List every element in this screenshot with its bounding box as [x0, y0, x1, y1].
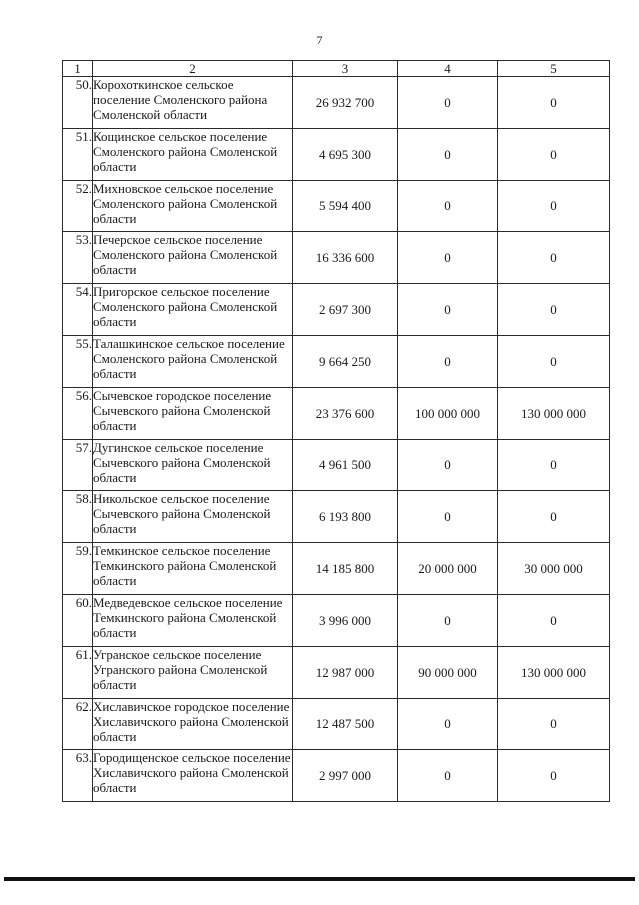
column-4-value-cell: 20 000 000 — [398, 543, 498, 595]
table-row — [63, 77, 610, 129]
table-row — [63, 594, 610, 646]
header-row — [63, 61, 610, 77]
settlement-name-cell: Печерское сельское поселение Смоленского района Смоленской области — [93, 232, 293, 284]
settlement-name-cell: Сычевское городское поселение Сычевского района Смоленской области — [93, 387, 293, 439]
column-5-value-cell: 0 — [498, 439, 610, 491]
table-row — [63, 750, 610, 802]
table-row — [63, 387, 610, 439]
table-header — [63, 61, 610, 77]
settlement-name-cell: Городищенское сельское поселение Хиславичского района Смоленской области — [93, 750, 293, 802]
row-number-cell: 57. — [63, 439, 93, 491]
table-row — [63, 491, 610, 543]
column-5-value-cell: 130 000 000 — [498, 387, 610, 439]
row-number-cell: 55. — [63, 335, 93, 387]
column-5-value-cell: 0 — [498, 491, 610, 543]
table-row — [63, 698, 610, 750]
column-5-value-cell: 30 000 000 — [498, 543, 610, 595]
column-5-value-cell: 0 — [498, 77, 610, 129]
row-number-cell: 62. — [63, 698, 93, 750]
table-row — [63, 543, 610, 595]
settlement-name-cell: Угранское сельское поселение Угранского района Смоленской области — [93, 646, 293, 698]
row-number-cell: 54. — [63, 284, 93, 336]
column-5-value-cell: 0 — [498, 180, 610, 232]
column-4-value-cell: 0 — [398, 284, 498, 336]
column-header: 2 — [93, 61, 293, 77]
column-5-value-cell: 0 — [498, 698, 610, 750]
column-5-value-cell: 0 — [498, 594, 610, 646]
column-3-value-cell: 2 697 300 — [293, 284, 398, 336]
bottom-rule — [4, 877, 635, 881]
column-3-value-cell: 12 987 000 — [293, 646, 398, 698]
settlement-name-cell: Никольское сельское поселение Сычевского района Смоленской области — [93, 491, 293, 543]
column-4-value-cell: 0 — [398, 77, 498, 129]
table-row — [63, 128, 610, 180]
column-3-value-cell: 12 487 500 — [293, 698, 398, 750]
column-header: 3 — [293, 61, 398, 77]
row-number-cell: 53. — [63, 232, 93, 284]
settlement-name-cell: Хиславичское городское поселение Хиславичского района Смоленской области — [93, 698, 293, 750]
column-3-value-cell: 3 996 000 — [293, 594, 398, 646]
column-3-value-cell: 4 961 500 — [293, 439, 398, 491]
column-5-value-cell: 0 — [498, 335, 610, 387]
column-4-value-cell: 0 — [398, 750, 498, 802]
column-5-value-cell: 0 — [498, 284, 610, 336]
settlement-name-cell: Дугинское сельское поселение Сычевского района Смоленской области — [93, 439, 293, 491]
column-5-value-cell: 0 — [498, 750, 610, 802]
column-header: 5 — [498, 61, 610, 77]
settlement-name-cell: Кощинское сельское поселение Смоленского района Смоленской области — [93, 128, 293, 180]
row-number-cell: 51. — [63, 128, 93, 180]
column-4-value-cell: 0 — [398, 128, 498, 180]
settlement-name-cell: Корохоткинское сельское поселение Смоленского района Смоленской области — [93, 77, 293, 129]
row-number-cell: 61. — [63, 646, 93, 698]
settlement-name-cell: Медведевское сельское поселение Темкинского района Смоленской области — [93, 594, 293, 646]
row-number-cell: 59. — [63, 543, 93, 595]
column-3-value-cell: 14 185 800 — [293, 543, 398, 595]
column-header: 1 — [63, 61, 93, 77]
table-row — [63, 232, 610, 284]
row-number-cell: 50. — [63, 77, 93, 129]
table-row — [63, 284, 610, 336]
column-4-value-cell: 0 — [398, 594, 498, 646]
column-4-value-cell: 0 — [398, 491, 498, 543]
column-4-value-cell: 0 — [398, 335, 498, 387]
page-number: 7 — [316, 33, 323, 47]
column-5-value-cell: 0 — [498, 128, 610, 180]
settlement-name-cell: Михновское сельское поселение Смоленского района Смоленской области — [93, 180, 293, 232]
column-4-value-cell: 0 — [398, 439, 498, 491]
column-3-value-cell: 26 932 700 — [293, 77, 398, 129]
row-number-cell: 56. — [63, 387, 93, 439]
column-3-value-cell: 6 193 800 — [293, 491, 398, 543]
column-header: 4 — [398, 61, 498, 77]
settlement-name-cell: Талашкинское сельское поселение Смоленского района Смоленской области — [93, 335, 293, 387]
settlement-name-cell: Пригорское сельское поселение Смоленского района Смоленской области — [93, 284, 293, 336]
table-row — [63, 335, 610, 387]
column-5-value-cell: 0 — [498, 232, 610, 284]
table-row — [63, 646, 610, 698]
column-4-value-cell: 0 — [398, 232, 498, 284]
row-number-cell: 52. — [63, 180, 93, 232]
column-4-value-cell: 0 — [398, 180, 498, 232]
row-number-cell: 60. — [63, 594, 93, 646]
budget-table — [62, 60, 610, 802]
table-row — [63, 439, 610, 491]
column-4-value-cell: 100 000 000 — [398, 387, 498, 439]
row-number-cell: 58. — [63, 491, 93, 543]
column-3-value-cell: 4 695 300 — [293, 128, 398, 180]
column-3-value-cell: 9 664 250 — [293, 335, 398, 387]
settlement-name-cell: Темкинское сельское поселение Темкинского района Смоленской области — [93, 543, 293, 595]
column-4-value-cell: 0 — [398, 698, 498, 750]
column-4-value-cell: 90 000 000 — [398, 646, 498, 698]
column-3-value-cell: 2 997 000 — [293, 750, 398, 802]
row-number-cell: 63. — [63, 750, 93, 802]
column-3-value-cell: 16 336 600 — [293, 232, 398, 284]
column-3-value-cell: 5 594 400 — [293, 180, 398, 232]
column-3-value-cell: 23 376 600 — [293, 387, 398, 439]
table-row — [63, 180, 610, 232]
column-5-value-cell: 130 000 000 — [498, 646, 610, 698]
table-body — [63, 77, 610, 802]
